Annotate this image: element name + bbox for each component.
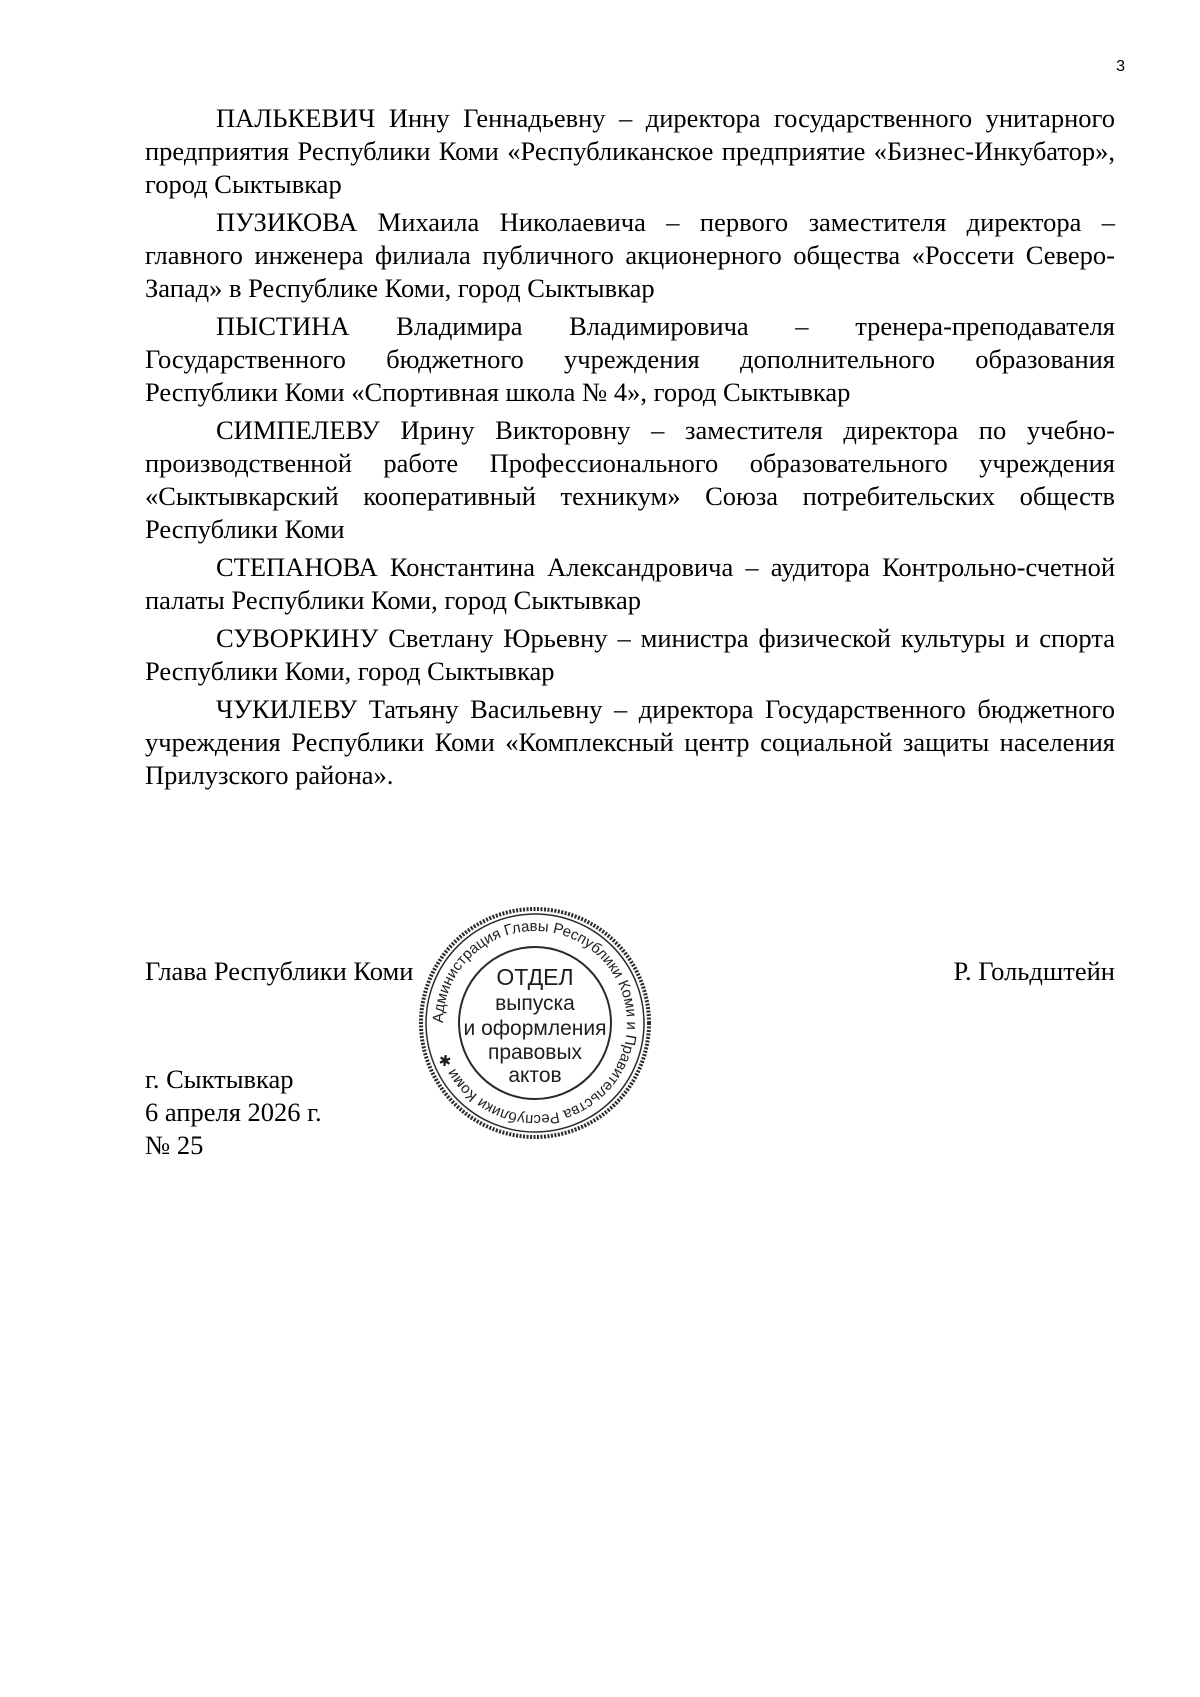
entry-simpeleva: СИМПЕЛЕВУ Ирину Викторовну – заместителя директора по учебно-производственной работе Профессионального образовательного учреждения «Сыктывкарский кооперативный техникум» Союза потребительских обществ Республики Коми xyxy=(145,415,1115,544)
document-body xyxy=(145,102,1115,797)
document-date: 6 апреля 2026 г. xyxy=(145,1097,322,1127)
place-date-block xyxy=(145,1063,322,1162)
stamp-line-3: и оформления xyxy=(463,1017,607,1040)
signatory-name: Р. Гольдштейн xyxy=(953,956,1115,986)
stamp-line-4: правовых xyxy=(487,1041,583,1064)
entry-palkevich: ПАЛЬКЕВИЧ Инну Геннадьевну – директора государственного унитарного предприятия Республики Коми «Республиканское предприятие «Бизнес-Инкубатор», город Сыктывкар xyxy=(145,103,1115,199)
stamp-line-1: ОТДЕЛ xyxy=(496,964,574,990)
stamp-line-2: выпуска xyxy=(495,992,575,1015)
entry-suvorkina: СУВОРКИНУ Светлану Юрьевну – министра физической культуры и спорта Республики Коми, город Сыктывкар xyxy=(145,623,1115,686)
stamp-ring-textpath: Администрация Главы Республики Коми и Правительства Республики Коми ✱ xyxy=(429,917,641,1129)
entry-chukileva: ЧУКИЛЕВУ Татьяну Васильевну – директора Государственного бюджетного учреждения Республики Коми «Комплексный центр социальной защиты населения Прилузского района». xyxy=(145,694,1115,790)
document-place: г. Сыктывкар xyxy=(145,1064,294,1094)
entry-pystin: ПЫСТИНА Владимира Владимировича – тренера-преподавателя Государственного бюджетного учреждения дополнительного образования Республики Коми «Спортивная школа № 4», город Сыктывкар xyxy=(145,311,1115,407)
official-stamp xyxy=(417,905,653,1141)
page-number: 3 xyxy=(1116,58,1125,75)
document-number: № 25 xyxy=(145,1130,204,1160)
stamp-line-5: актов xyxy=(508,1064,562,1087)
entry-puzikov: ПУЗИКОВА Михаила Николаевича – первого заместителя директора – главного инженера филиала публичного акционерного общества «Россети Северо-Запад» в Республике Коми, город Сыктывкар xyxy=(145,207,1115,303)
entry-stepanov: СТЕПАНОВА Константина Александровича – аудитора Контрольно-счетной палаты Республики Коми, город Сыктывкар xyxy=(145,552,1115,615)
signatory-title: Глава Республики Коми xyxy=(145,956,414,986)
